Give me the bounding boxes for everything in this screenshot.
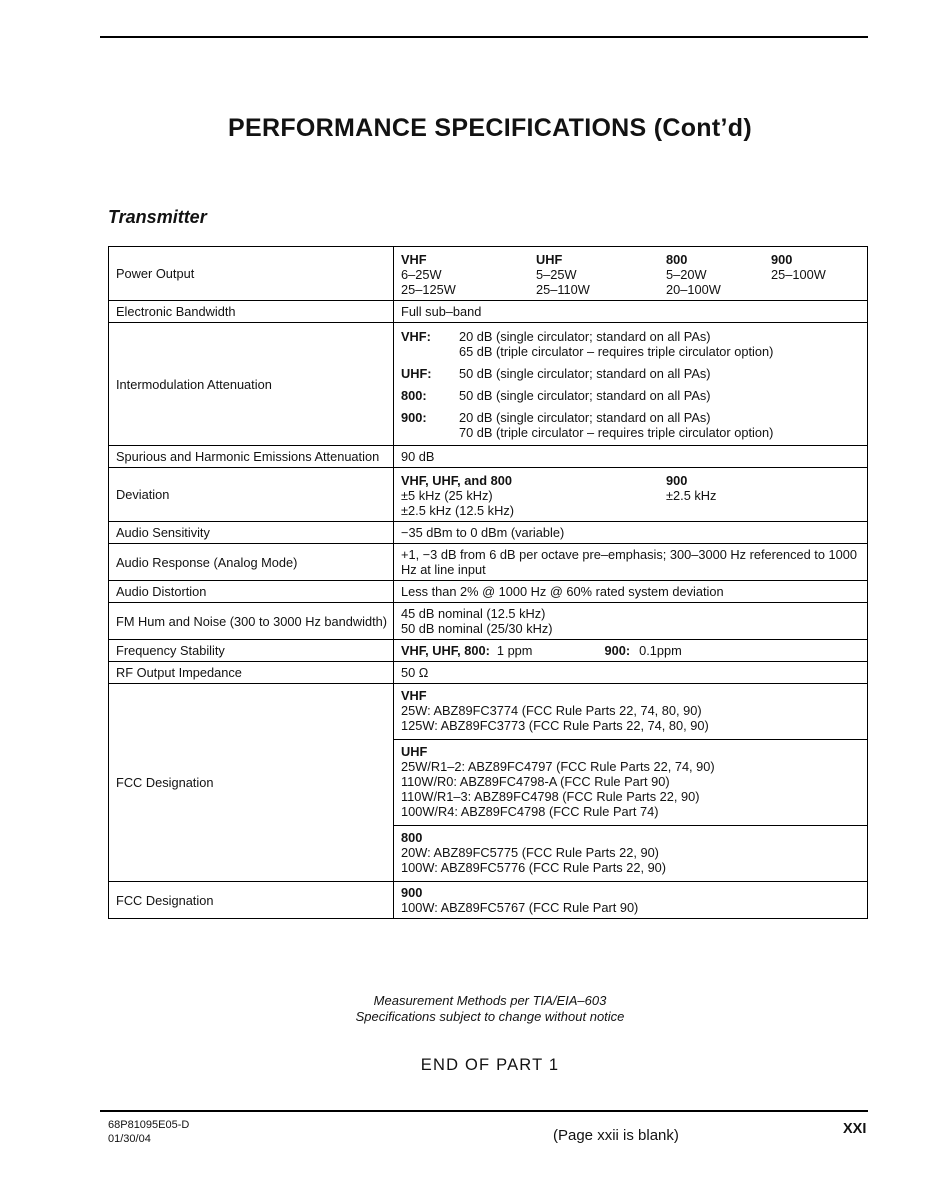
row-value (394, 640, 868, 662)
row-value (394, 247, 868, 301)
intermod-line: 65 dB (triple circulator – requires triple circulator option) (459, 344, 774, 359)
band-header: VHF (401, 688, 427, 703)
row-label: Frequency Stability (109, 640, 394, 662)
intermod-group-uhf (401, 366, 861, 381)
band-header: VHF (401, 252, 427, 267)
intermod-line: 50 dB (single circulator; standard on all PAs) (459, 366, 711, 381)
power-value: 5–25W (536, 267, 577, 282)
power-value: 5–20W (666, 267, 707, 282)
fcc-line: 110W/R0: ABZ89FC4798-A (FCC Rule Part 90) (401, 774, 670, 789)
deviation-grid (401, 471, 861, 518)
note-line: Measurement Methods per TIA/EIA–603 (373, 993, 607, 1008)
table-row-audio-sensitivity (109, 522, 868, 544)
row-value: +1, −3 dB from 6 dB per octave pre–emphasis; 300–3000 Hz referenced to 1000 Hz at line input (394, 544, 868, 581)
intermod-line: 70 dB (triple circulator – requires triple circulator option) (459, 425, 774, 440)
table-row-frequency-stability (109, 640, 868, 662)
deviation-value: ±2.5 kHz (666, 488, 717, 503)
power-col-800 (666, 252, 771, 297)
table-row-intermodulation (109, 323, 868, 446)
band-header: 900: (401, 410, 427, 425)
row-label: Audio Distortion (109, 581, 394, 603)
band-header: 800: (401, 388, 427, 403)
doc-number: 68P81095E05-D (108, 1119, 190, 1131)
row-label: Audio Sensitivity (109, 522, 394, 544)
fcc-line: 25W/R1–2: ABZ89FC4797 (FCC Rule Parts 22, 74, 90) (401, 759, 715, 774)
table-row-deviation (109, 468, 868, 522)
frequency-stability-line (401, 643, 861, 658)
band-header: 800 (666, 252, 688, 267)
footer-doc-info (108, 1118, 189, 1146)
measurement-notes (100, 993, 880, 1025)
row-label: FCC Designation (109, 882, 394, 919)
row-value: 50 Ω (394, 662, 868, 684)
band-header: UHF: (401, 366, 432, 381)
row-label: FM Hum and Noise (300 to 3000 Hz bandwidth) (109, 603, 394, 640)
intermod-groups (401, 326, 861, 440)
fcc-line: 100W/R4: ABZ89FC4798 (FCC Rule Part 74) (401, 804, 659, 819)
table-row-fcc-designation-900 (109, 882, 868, 919)
power-value: 25–125W (401, 282, 456, 297)
end-of-part-text: END OF PART 1 (420, 1056, 560, 1074)
intermod-lines (459, 329, 773, 359)
deviation-col-vhf-uhf-800 (401, 473, 666, 518)
deviation-col-900 (666, 473, 861, 518)
row-value: −35 dBm to 0 dBm (variable) (394, 522, 868, 544)
row-label: Deviation (109, 468, 394, 522)
band-header: VHF, UHF, 800: (401, 643, 490, 658)
footer-rule (100, 1110, 868, 1112)
band-header: VHF: (401, 329, 431, 344)
fcc-line: 100W: ABZ89FC5776 (FCC Rule Parts 22, 90) (401, 860, 667, 875)
intermod-line: 50 dB (single circulator; standard on all PAs) (459, 388, 711, 403)
band-header: 900 (771, 252, 793, 267)
row-label: RF Output Impedance (109, 662, 394, 684)
fcc-line: 110W/R1–3: ABZ89FC4798 (FCC Rule Parts 22, 90) (401, 789, 700, 804)
row-label: Spurious and Harmonic Emissions Attenuation (109, 446, 394, 468)
band-header: 900 (401, 885, 423, 900)
table-row-audio-distortion (109, 581, 868, 603)
row-value (394, 603, 868, 640)
band-header: UHF (401, 744, 428, 759)
power-output-grid (401, 250, 861, 297)
note-line: Specifications subject to change without notice (355, 1009, 625, 1024)
table-row-fcc-designation (109, 684, 868, 882)
power-value: 20–100W (666, 282, 721, 297)
power-value: 25–100W (771, 267, 826, 282)
row-value (394, 323, 868, 446)
intermod-lines (459, 388, 711, 403)
fcc-group-uhf (394, 739, 867, 825)
page-title: PERFORMANCE SPECIFICATIONS (Cont’d) (228, 114, 752, 142)
band-header: UHF (536, 252, 563, 267)
row-value (394, 468, 868, 522)
table-row-power-output (109, 247, 868, 301)
freq-value: 0.1ppm (639, 643, 682, 658)
fm-hum-line: 45 dB nominal (12.5 kHz) (401, 606, 546, 621)
table-row-electronic-bandwidth (109, 301, 868, 323)
band-header: 900 (666, 473, 688, 488)
fcc-line: 100W: ABZ89FC5767 (FCC Rule Part 90) (401, 900, 639, 915)
row-label: Intermodulation Attenuation (109, 323, 394, 446)
row-label: Electronic Bandwidth (109, 301, 394, 323)
intermod-group-900 (401, 410, 861, 440)
fcc-line: 20W: ABZ89FC5775 (FCC Rule Parts 22, 90) (401, 845, 659, 860)
intermod-lines (459, 410, 773, 440)
row-value: Full sub–band (394, 301, 868, 323)
power-col-vhf (401, 252, 536, 297)
row-value (394, 882, 868, 919)
power-value: 6–25W (401, 267, 442, 282)
section-heading-transmitter: Transmitter (108, 207, 207, 227)
freq-value: 1 ppm (496, 643, 533, 658)
intermod-line: 20 dB (single circulator; standard on all PAs) (459, 410, 711, 425)
row-label: Audio Response (Analog Mode) (109, 544, 394, 581)
band-header: 900: (604, 643, 631, 658)
intermod-group-800 (401, 388, 861, 403)
fcc-line: 25W: ABZ89FC3774 (FCC Rule Parts 22, 74, 80, 90) (401, 703, 702, 718)
footer-blank-page-note: (Page xxii is blank) (553, 1127, 679, 1144)
table-row-fm-hum-noise (109, 603, 868, 640)
fcc-line: 125W: ABZ89FC3773 (FCC Rule Parts 22, 74, 80, 90) (401, 718, 709, 733)
row-value: 90 dB (394, 446, 868, 468)
deviation-value: ±2.5 kHz (12.5 kHz) (401, 503, 514, 518)
power-col-uhf (536, 252, 666, 297)
fm-hum-line: 50 dB nominal (25/30 kHz) (401, 621, 553, 636)
page-number: XXI (843, 1121, 867, 1137)
intermod-lines (459, 366, 711, 381)
row-value: Less than 2% @ 1000 Hz @ 60% rated system deviation (394, 581, 868, 603)
band-header: 800 (401, 830, 423, 845)
table-row-audio-response (109, 544, 868, 581)
fcc-group-vhf (394, 684, 867, 739)
band-header: VHF, UHF, and 800 (401, 473, 512, 488)
fcc-group-800 (394, 825, 867, 881)
top-rule (100, 36, 868, 38)
intermod-line: 20 dB (single circulator; standard on all PAs) (459, 329, 711, 344)
power-value: 25–110W (536, 282, 590, 297)
row-value (394, 684, 868, 882)
doc-date: 01/30/04 (108, 1133, 151, 1145)
power-col-900 (771, 252, 861, 297)
row-label: Power Output (109, 247, 394, 301)
spec-table (108, 246, 868, 919)
table-row-rf-impedance (109, 662, 868, 684)
intermod-group-vhf (401, 329, 861, 359)
deviation-value: ±5 kHz (25 kHz) (401, 488, 493, 503)
table-row-spurious (109, 446, 868, 468)
row-label: FCC Designation (109, 684, 394, 882)
